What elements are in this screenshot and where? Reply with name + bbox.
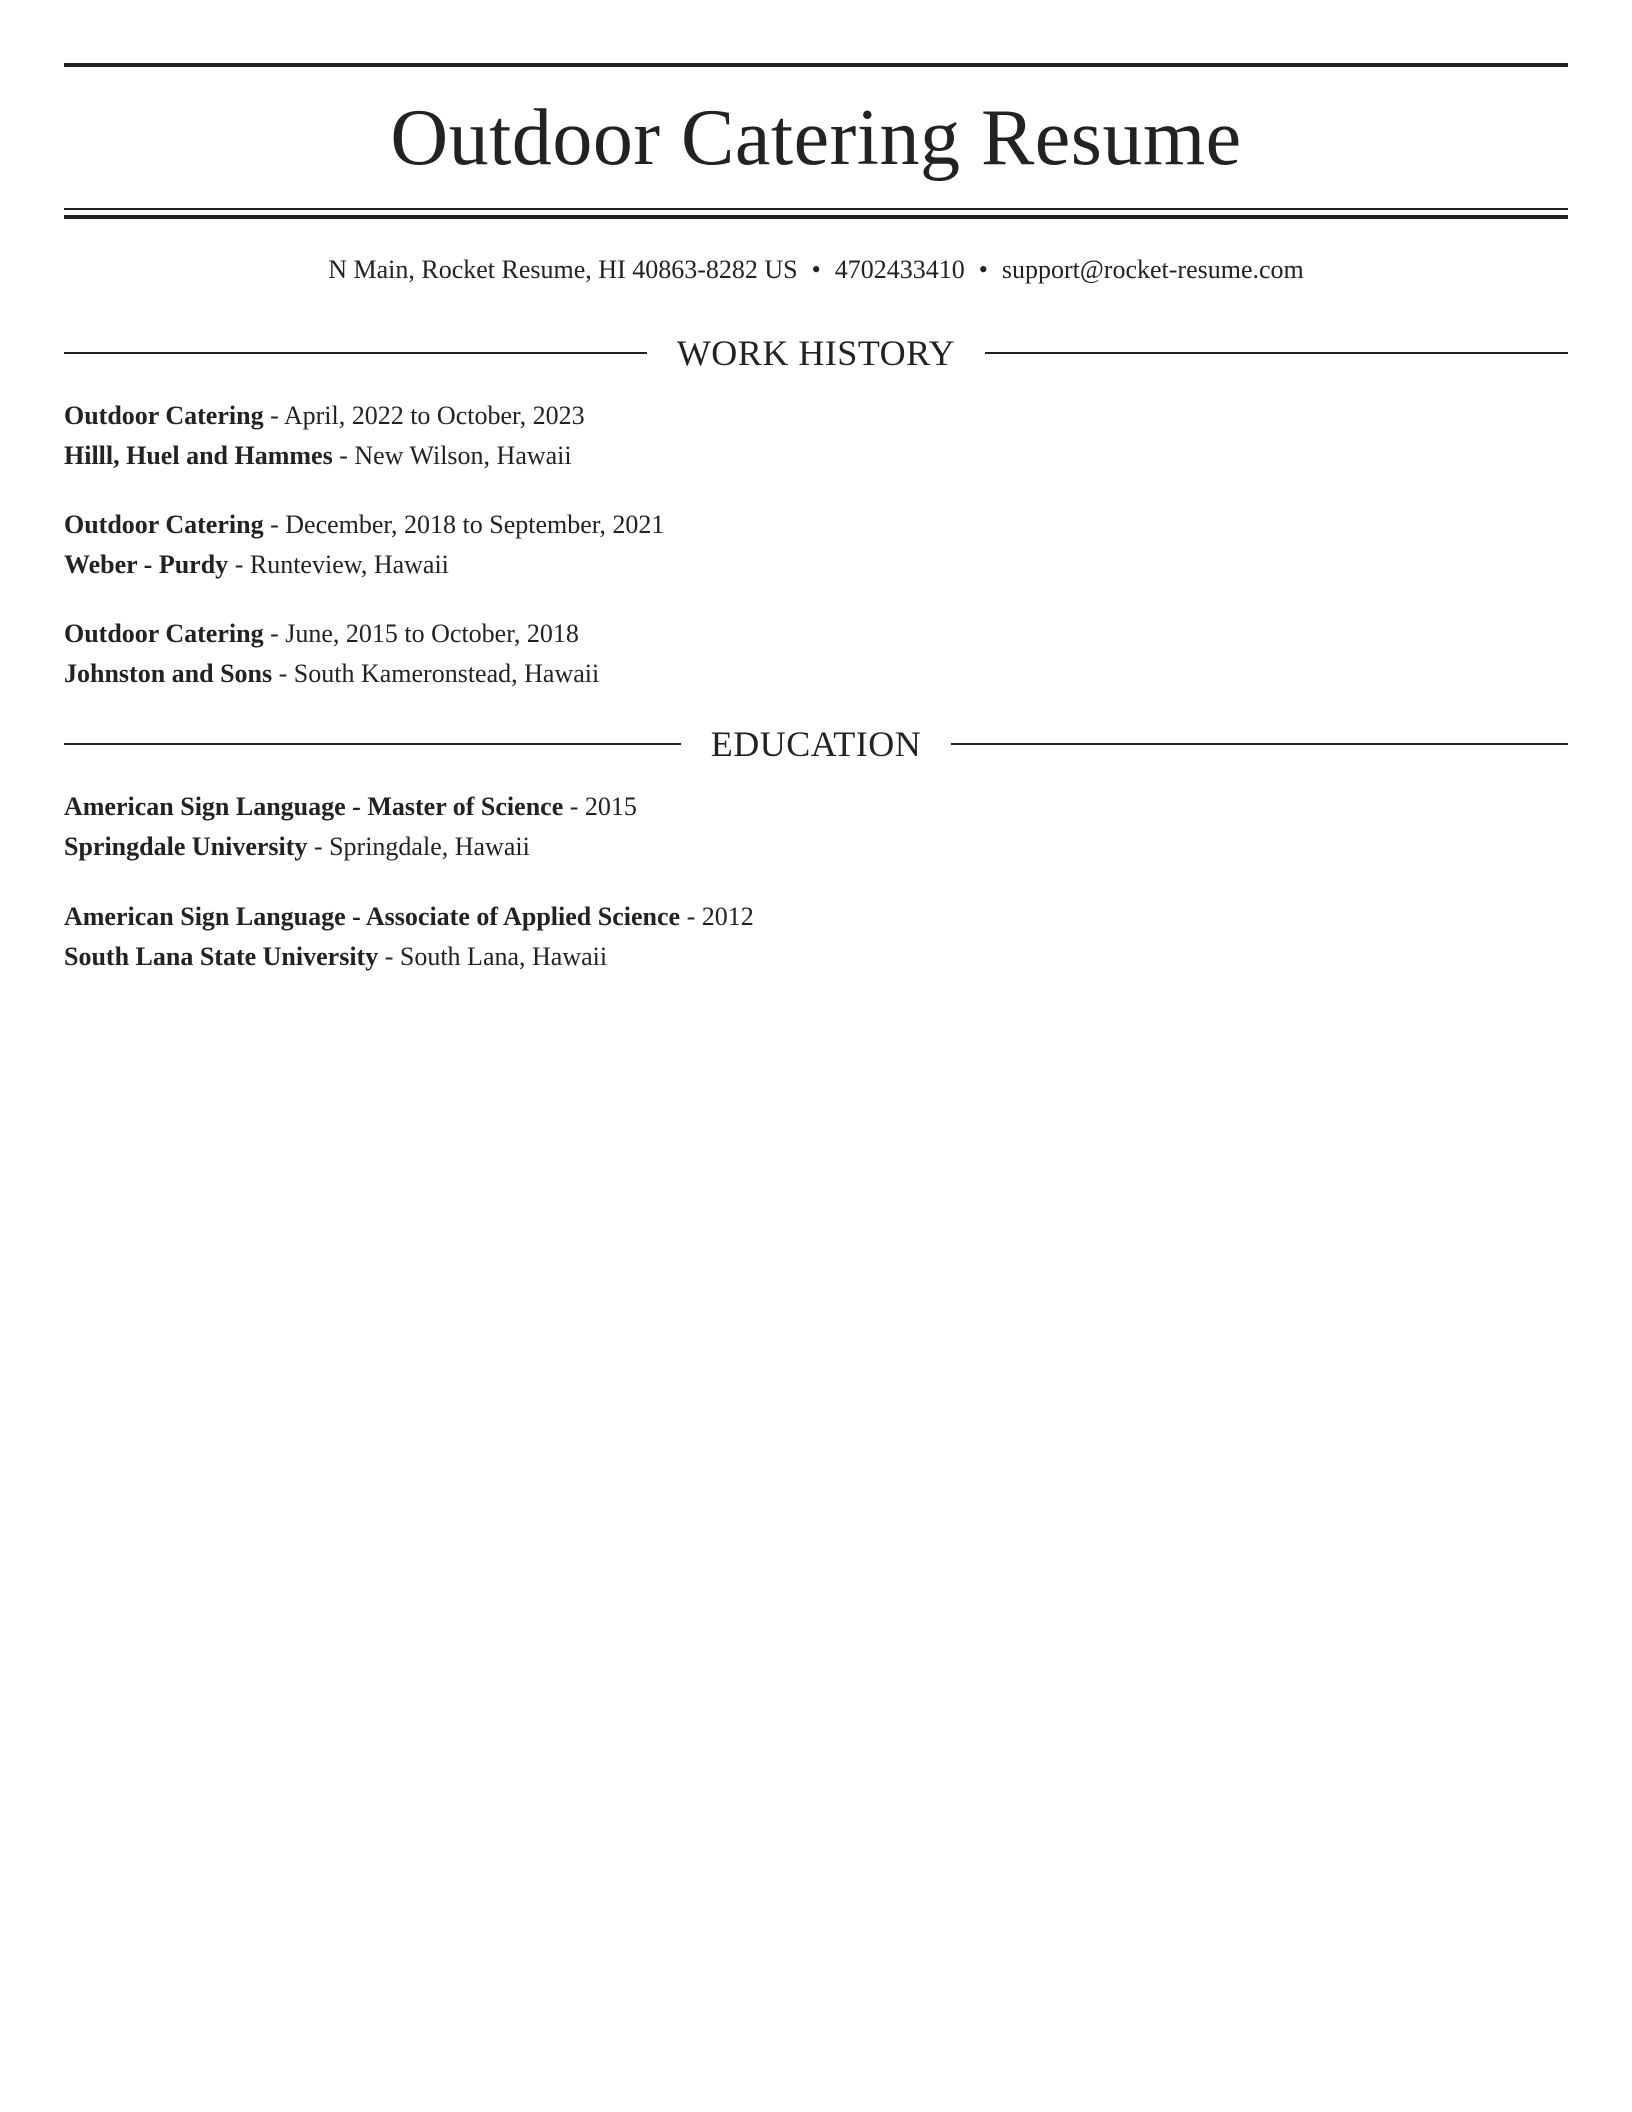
education-entry [64,897,1568,977]
heading-rule-right [985,352,1568,354]
dash: - [313,832,323,861]
dash: - [270,401,279,430]
work-history-label: WORK HISTORY [676,333,956,373]
education-entry-degree: American Sign Language - Associate of Applied Science [64,902,681,931]
education-entry-degree: American Sign Language - Master of Science [64,792,564,821]
work-entry-location: New Wilson, Hawaii [354,441,572,470]
education-entry-school-line [64,937,1568,977]
contact-phone: 4702433410 [834,255,965,284]
work-entry [64,396,1568,476]
work-entry-dates: December, 2018 to September, 2021 [285,510,665,539]
dash: - [569,792,579,821]
contact-separator: • [978,255,988,284]
work-entry-title: Outdoor Catering [64,619,264,648]
contact-separator: • [811,255,821,284]
education-entry [64,787,1568,867]
education-entry-degree-line [64,897,1568,937]
heading-rule-right [951,743,1568,745]
education-entry-location: South Lana, Hawaii [399,942,608,971]
work-entry-title-line [64,505,1568,545]
work-entry-company-line [64,545,1568,585]
top-rule [64,63,1568,67]
education-entry-school: Springdale University [64,832,308,861]
work-entry-company-line [64,654,1568,694]
heading-rule-left [64,743,681,745]
contact-line [64,252,1568,288]
dash: - [234,550,244,579]
work-entry-company-line [64,436,1568,476]
dash: - [686,902,696,931]
dash: - [270,510,279,539]
page-title: Outdoor Catering Resume [390,94,1242,182]
dash: - [384,942,394,971]
education-label: EDUCATION [710,724,922,764]
education-entry-year: 2015 [584,792,637,821]
dash: - [270,619,279,648]
education-entry-location: Springdale, Hawaii [329,832,530,861]
contact-email: support@rocket-resume.com [1001,255,1304,284]
work-entry-title-line [64,396,1568,436]
title-rule-thick [64,215,1568,219]
dash: - [339,441,348,470]
work-entry-location: South Kameronstead, Hawaii [293,659,600,688]
work-history-heading [64,331,1568,375]
dash: - [278,659,288,688]
work-entry-title-line [64,614,1568,654]
work-entry-company: Hilll, Huel and Hammes [64,441,333,470]
education-entry-degree-line [64,787,1568,827]
work-entry [64,614,1568,694]
education-entry-year: 2012 [701,902,754,931]
work-entry-dates: June, 2015 to October, 2018 [285,619,579,648]
contact-address: N Main, Rocket Resume, HI 40863-8282 US [328,255,798,284]
work-entry-dates: April, 2022 to October, 2023 [283,401,585,430]
education-entry-school: South Lana State University [64,942,379,971]
work-entry-company: Johnston and Sons [64,659,273,688]
work-entry-location: Runteview, Hawaii [249,550,449,579]
work-entry-title: Outdoor Catering [64,401,264,430]
work-entry [64,505,1568,585]
title-rule-thin [64,208,1568,210]
work-entry-title: Outdoor Catering [64,510,264,539]
heading-rule-left [64,352,647,354]
work-entry-company: Weber - Purdy [64,550,229,579]
education-entry-school-line [64,827,1568,867]
education-heading [64,722,1568,766]
